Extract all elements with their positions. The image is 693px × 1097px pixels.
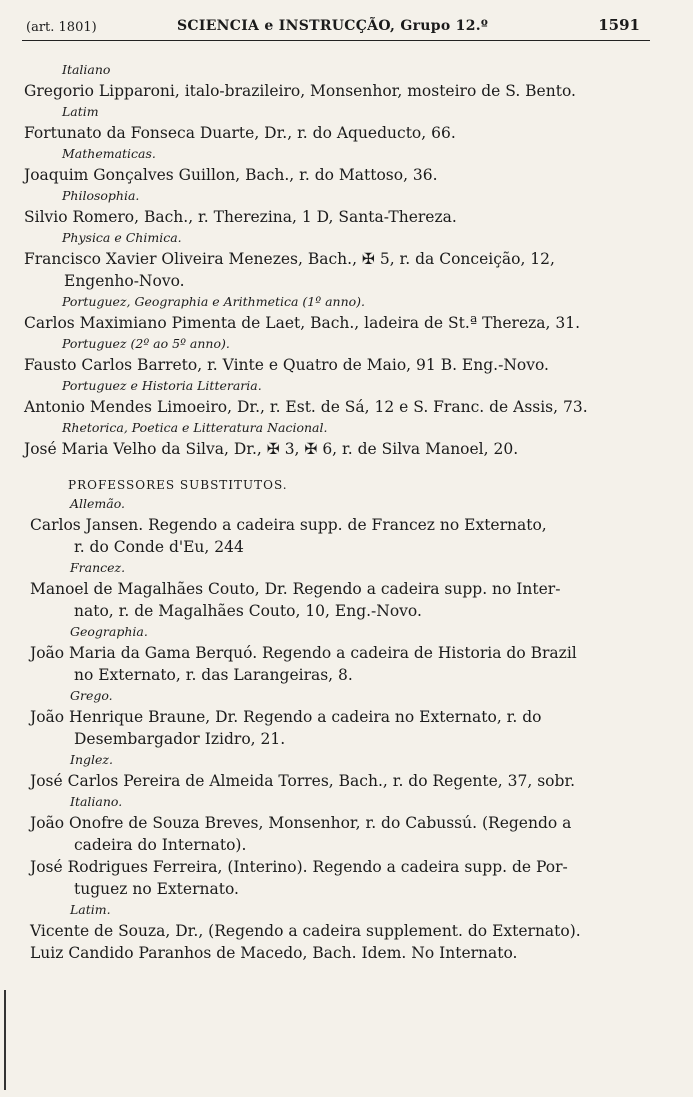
professor-entry: João Henrique Braune, Dr. Regendo a cadeira no Externato, r. do [30, 708, 542, 726]
professor-entry: Gregorio Lipparoni, italo-brazileiro, Monsenhor, mosteiro de S. Bento. [24, 82, 576, 100]
subject-heading: Physica e Chimica. [62, 230, 182, 245]
margin-rule [4, 990, 6, 1090]
professor-entry: Manoel de Magalhães Couto, Dr. Regendo a cadeira supp. no Inter- [30, 580, 561, 598]
subject-heading: Portuguez e Historia Litteraria. [62, 378, 262, 393]
subject-heading: Portuguez (2º ao 5º anno). [62, 336, 230, 351]
entry-continuation: tuguez no Externato. [74, 880, 239, 898]
document-body [0, 60, 693, 964]
entry-continuation: no Externato, r. das Larangeiras, 8. [74, 666, 353, 684]
subject-heading: Italiano. [70, 794, 123, 809]
professor-entry: Joaquim Gonçalves Guillon, Bach., r. do Mattoso, 36. [24, 166, 438, 184]
professor-entry: Fortunato da Fonseca Duarte, Dr., r. do Aqueducto, 66. [24, 124, 456, 142]
article-reference: (art. 1801) [26, 20, 97, 35]
professor-entry: Francisco Xavier Oliveira Menezes, Bach., ✠ 5, r. da Conceição, 12, [24, 250, 555, 268]
professor-entry: José Carlos Pereira de Almeida Torres, Bach., r. do Regente, 37, sobr. [30, 772, 576, 790]
professor-entry: João Maria da Gama Berquó. Regendo a cadeira de Historia do Brazil [30, 644, 577, 662]
subject-heading: Latim. [70, 902, 111, 917]
subject-heading: Italiano [62, 62, 111, 77]
subject-heading: Grego. [70, 688, 113, 703]
professor-entry: Silvio Romero, Bach., r. Therezina, 1 D, Santa-Thereza. [24, 208, 457, 226]
subject-heading: Francez. [70, 560, 126, 575]
subject-heading: Mathematicas. [62, 146, 156, 161]
professor-entry: Luiz Candido Paranhos de Macedo, Bach. Idem. No Internato. [30, 944, 518, 962]
subject-heading: Rhetorica, Poetica e Litteratura Nacional. [62, 420, 328, 435]
professor-entry: José Maria Velho da Silva, Dr., ✠ 3, ✠ 6, r. de Silva Manoel, 20. [24, 440, 519, 458]
professor-entry: Carlos Maximiano Pimenta de Laet, Bach., ladeira de St.ª Thereza, 31. [24, 314, 581, 332]
subject-heading: Philosophia. [62, 188, 140, 203]
section-heading: SCIENCIA e INSTRUCÇÃO, Grupo 12.º [177, 18, 489, 34]
substitute-professors-title: PROFESSORES SUBSTITUTOS. [68, 478, 288, 492]
professor-entry: Vicente de Souza, Dr., (Regendo a cadeira supplement. do Externato). [30, 922, 581, 940]
professor-entry: Antonio Mendes Limoeiro, Dr., r. Est. de Sá, 12 e S. Franc. de Assis, 73. [24, 398, 588, 416]
subject-heading: Allemão. [70, 496, 126, 511]
professor-entry: João Onofre de Souza Breves, Monsenhor, r. do Cabussú. (Regendo a [30, 814, 572, 832]
subject-heading: Inglez. [70, 752, 113, 767]
professor-entry: Carlos Jansen. Regendo a cadeira supp. de Francez no Externato, [30, 516, 547, 534]
professors-list [0, 60, 693, 460]
page-number: 1591 [598, 16, 640, 34]
subject-heading: Latim [62, 104, 99, 119]
entry-continuation: r. do Conde d'Eu, 244 [74, 538, 244, 556]
page-header [22, 14, 650, 41]
professor-entry: Fausto Carlos Barreto, r. Vinte e Quatro de Maio, 91 B. Eng.-Novo. [24, 356, 549, 374]
entry-continuation: nato, r. de Magalhães Couto, 10, Eng.-Novo. [74, 602, 422, 620]
subject-heading: Portuguez, Geographia e Arithmetica (1º anno). [62, 294, 366, 309]
professor-entry: José Rodrigues Ferreira, (Interino). Regendo a cadeira supp. de Por- [30, 858, 568, 876]
subject-heading: Geographia. [70, 624, 148, 639]
entry-continuation: Desembargador Izidro, 21. [74, 730, 286, 748]
substitute-professors-list [0, 494, 693, 964]
entry-continuation: cadeira do Internato). [74, 836, 247, 854]
entry-continuation: Engenho-Novo. [64, 272, 185, 290]
